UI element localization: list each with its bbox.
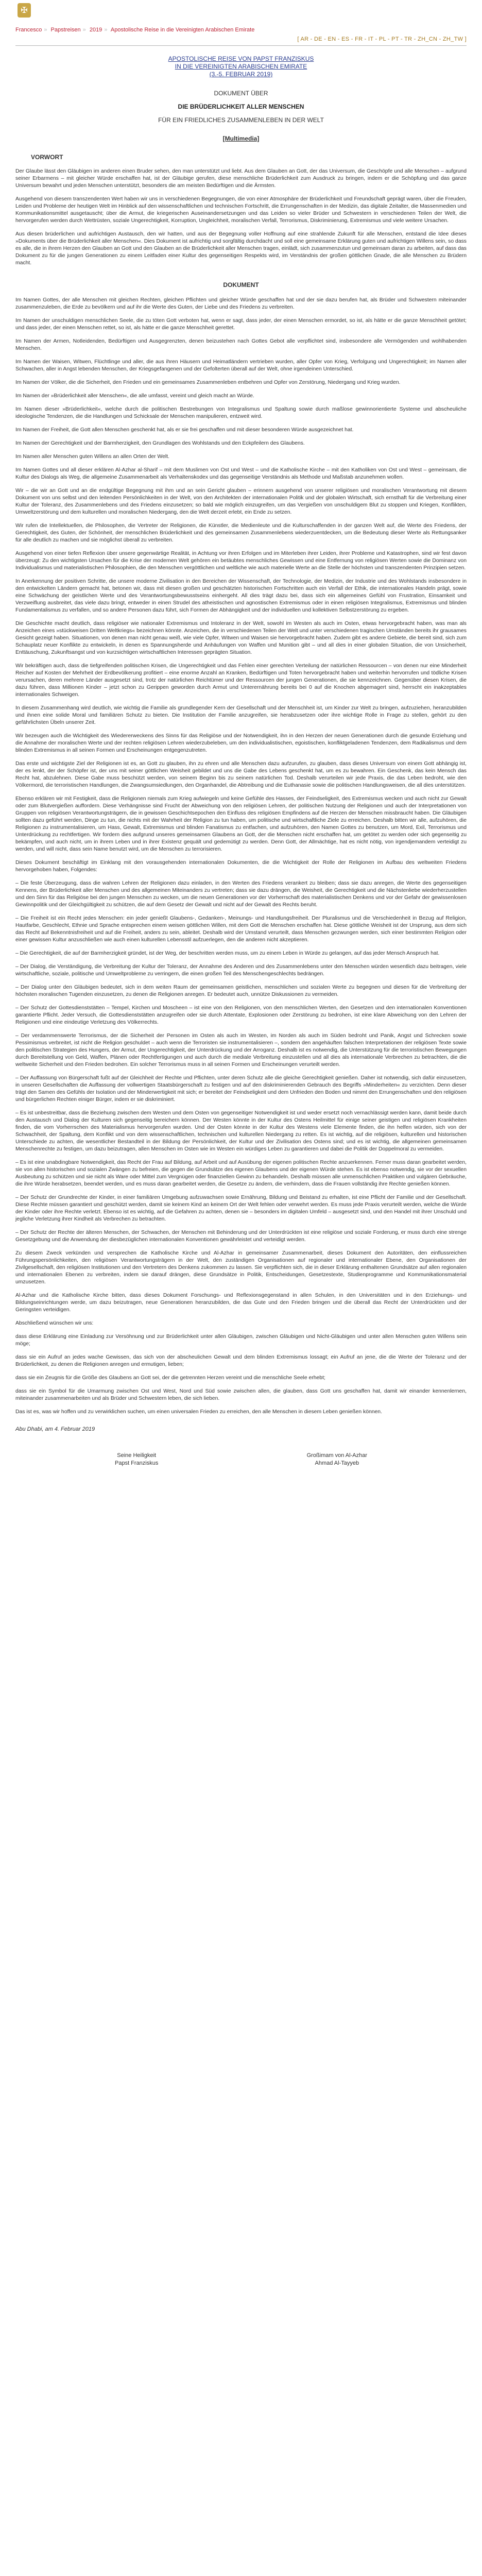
paragraph: Wir bekräftigen auch, dass die tiefgreifenden politischen Krisen, die Ungerechtigkeit und das Fehlen einer gerechten Verteilung der natürlichen Ressourcen – von denen nur eine Minderheit Reicher auf Kosten der Mehrheit der Erdbevölkerung profitiert – eine enorme Anzahl an Kranken, Bedürftigen und Toten hervorgebracht haben und weiterhin hervorrufen und tödliche Krisen verursachen, deren mehrere Länder ausgesetzt sind, trotz der natürlichen Reichtümer und der Ressourcen der jungen Generationen, die sie kennzeichnen. Gegenüber diesen Krisen, die dazu führen, dass Millionen Kinder – jetzt schon zu Gerippen geworden durch Armut und Unterernährung bereits bei 0 auf die Knochen abgemagert sind, herrscht ein inakzeptables internationales Schweigen. xyxy=(15,663,467,698)
document-title: DIE BRÜDERLICHKEIT ALLER MENSCHEN xyxy=(178,103,304,110)
breadcrumb-separator: » xyxy=(82,27,86,33)
paragraph: – Es ist unbestreitbar, dass die Beziehung zwischen dem Westen und dem Osten von gegenseitiger Notwendigkeit ist und weder ersetzt noch vernachlässigt werden kann, damit beide durch den Austausch und Dialog der Kulturen sich gegenseitig bereichern können. Der Westen könnte in der Kultur des Ostens Heilmittel für einige seiner geistigen und religiösen Krankheiten finden, die vom Vorherrschen des Materialismus hervorgerufen wurden. Und der Osten könnte in der Kultur des Westens viele Elemente finden, die ihn helfen würden, sich von der Schwachheit, der Spaltung, dem Konflikt und von dem wissenschaftlichen, technischen und kulturellen Niedergang zu retten. Es ist wichtig, auf die religiösen, kulturellen und historischen Unterschiede zu achten, die wesentlicher Bestandteil in der Bildung der Persönlichkeit, der Kultur und der Zivilisation des Ostens sind; und es ist wichtig, die allgemeinen gemeinsamen Menschenrechte zu festigen, um dazu beizutragen, allen Menschen im Osten wie im Westen ein würdiges Leben zu garantieren und dabei die Politik der Doppelmoral zu vermeiden. xyxy=(15,1110,467,1152)
breadcrumb xyxy=(15,27,467,33)
paragraph: – Der Schutz der Rechte der älteren Menschen, der Schwachen, der Menschen mit Behinderung und der Unterdrückten ist eine religiöse und soziale Forderung, er muss durch eine strenge Gesetzgebung und die Anwendung der diesbezüglichen internationalen Konventionen gewährleistet und verteidigt werden. xyxy=(15,1230,467,1243)
paragraph: – Der Auffassung von Bürgerschaft fußt auf der Gleichheit der Rechte und Pflichten, unter deren Schutz alle die gleiche Gerechtigkeit genießen. Daher ist notwendig, sich dafür einzusetzen, in unseren Gesellschaften die Auffassung der vollwertigen Staatsbürgerschaft zu festigen und auf den diskriminierenden Gebrauch des Begriffs »Minderheiten« zu verzichten. Denn dieser trägt den Samen des Gefühls der Isolation und der Minderwertigkeit mit sich; er bereitet der Feindseligkeit und dem Unfrieden den Boden und nimmt den Errungenschaften und den religiösen und bürgerlichen Rechten einiger Bürger, indem er sie diskriminiert. xyxy=(15,1075,467,1103)
paragraph: – Die Gerechtigkeit, die auf der Barmherzigkeit gründet, ist der Weg, der beschritten werden muss, um zu einem Leben in Würde zu gelangen, auf das jeder Mensch Anspruch hat. xyxy=(15,951,440,956)
section-heading-vorwort: VORWORT xyxy=(31,154,63,161)
section-heading-dokument: DOKUMENT xyxy=(223,281,259,289)
paragraph: Im Namen der Freiheit, die Gott allen Menschen geschenkt hat, als er sie frei geschaffen und mit dieser besonderen Würde ausgezeichnet hat. xyxy=(15,427,354,433)
paragraph: In Anerkennung der positiven Schritte, die unsere moderne Zivilisation in den Bereichen der Wissenschaft, der Technologie, der Medizin, der Industrie und des Wohlstands insbesondere in den entwickelten Ländern gemacht hat, betonen wir, dass mit diesen großen und geschätzten historischen Fortschritten auch ein Verfall der Ethik, die internationales Handeln prägt, sowie eine Schwächung der geistlichen Werte und des Verantwortungsbewusstseins einhergeht. All dies trägt dazu bei, dass sich ein allgemeines Gefühl von Frustration, Einsamkeit und Verzweiflung ausbreitet, das viele dazu bringt, entweder in einen Strudel des atheistischen und agnostischen Extremismus oder in einen religiösen Integralismus, Extremismus und blinden Fundamentalismus zu verfallen, und so andere Personen dazu führt, sich Formen der Abhängigkeit und der individuellen und kollektiven Selbstzerstörung zu ergeben. xyxy=(15,579,467,613)
paragraph: Ausgehend von diesem transzendenten Wert haben wir uns in verschiedenen Begegnungen, die von einer Atmosphäre der Brüderlichkeit und Freundschaft geprägt waren, über die Freuden, Leiden und Probleme der heutigen Welt im Hinblick auf den wissenschaftlichen und technischen Fortschritt, die Errungenschaften in der Medizin, das digitale Zeitalter, die Massenmedien und Kommunikationsmittel ausgetauscht; über die Armut, die kriegerischen Auseinandersetzungen und das Leiden so vieler Brüder und Schwestern in verschiedenen Teilen der Welt, die hervorgerufen werden durch Wettrüsten, soziale Ungerechtigkeit, Korruption, Ungleichheit, moralischen Verfall, Terrorismus, Diskriminierung, Extremismus und viele weitere Ursachen. xyxy=(15,196,467,224)
trip-title-line: IN DIE VEREINIGTEN ARABISCHEN EMIRATE xyxy=(175,63,307,70)
paragraph: Im Namen aller Menschen guten Willens an allen Orten der Welt. xyxy=(15,454,169,460)
top-bar xyxy=(15,0,467,21)
document-subtitle: FÜR EIN FRIEDLICHES ZUSAMMENLEBEN IN DER WELT xyxy=(158,116,324,124)
paragraph: Das ist es, was wir hoffen und zu verwirklichen suchen, um einen universalen Frieden zu erreichen, den alle Menschen in diesem Leben genießen können. xyxy=(15,1409,382,1415)
paragraph: dass sie ein Symbol für die Umarmung zwischen Ost und West, Nord und Süd sowie zwischen allen, die glauben, dass Gott uns geschaffen hat, damit wir einander kennenlernen, miteinander zusammenarbeiten und als Brüder und Schwestern leben, die sich lieben. xyxy=(15,1388,467,1401)
signatory-name: Seine Heiligkeit xyxy=(117,1452,157,1459)
paragraph: Wir rufen die Intellektuellen, die Philosophen, die Vertreter der Religionen, die Künstler, die Medienleute und die Kulturschaffenden in der ganzen Welt auf, die Werte des Friedens, der Gerechtigkeit, des Guten, der Schönheit, der menschlichen Brüderlichkeit und des gemeinsamen Zusammenlebens wiederzuentdecken, um die Bedeutung dieser Werte als Rettungsanker für alle deutlich zu machen und sie möglichst überall zu verbreiten. xyxy=(15,523,467,543)
dokument-section xyxy=(15,297,467,1416)
paragraph: – Der Schutz der Gottesdienststätten – Tempel, Kirchen und Moscheen – ist eine von den Religionen, von den menschlichen Werten, den Gesetzen und den internationalen Konventionen garantierte Pflicht. Jeder Versuch, die Gottesdienststätten anzugreifen oder sie durch Attentate, Explosionen oder Zerstörung zu bedrohen, ist eine klare Abweichung von den Lehren der Religionen und eine eindeutige Verletzung des Völkerrechts. xyxy=(15,1005,467,1025)
paragraph: – Der Schutz der Grundrechte der Kinder, in einer familiären Umgebung aufzuwachsen sowie Ernährung, Bildung und Beistand zu erhalten, ist eine Pflicht der Familie und der Gesellschaft. Diese Rechte müssen garantiert und geschützt werden, damit sie keinem Kind an keinem Ort der Welt fehlen oder verwehrt werden. Es muss jede Praxis verurteilt werden, welche die Würde der Kinder oder ihre Rechte verletzt. Ebenso ist es wichtig, auf die Gefahren zu achten, denen sie – besonders im digitalen Umfeld – ausgesetzt sind, und den Handel mit ihrer Unschuld und jegliche Verletzung ihrer Kindheit als Verbrechen zu betrachten. xyxy=(15,1195,467,1222)
paragraph: – Der verdammenswerte Terrorismus, der die Sicherheit der Personen im Osten als auch im Westen, im Norden als auch im Süden bedroht und Panik, Angst und Schrecken sowie Pessimismus verbreitet, ist nicht die Religion geschuldet – auch wenn die Terroristen sie instrumentalisieren –, sondern den angehäuften falschen Interpretationen der religiösen Texte sowie den politischen Strategien des Hungers, der Armut, der Ungerechtigkeit, der Unterdrückung und der Arroganz. Deshalb ist es notwendig, die Unterstützung für die terroristischen Bewegungen durch Bereitstellung von Geld, Waffen, Plänen oder Rechtfertigungen und auch durch die mediale Verbreitung einzustellen und all dies als internationale Verbrechen zu betrachten, die die weltweite Sicherheit und den Frieden bedrohen. Ein solcher Terrorismus muss in all seinen Formen und Erscheinungen verurteilt werden. xyxy=(15,1033,467,1067)
paragraph: Ebenso erklären wir mit Festigkeit, dass die Religionen niemals zum Krieg aufwiegeln und keine Gefühle des Hasses, der Feindseligkeit, des Extremismus wecken und auch nicht zur Gewalt oder zum Blutvergießen auffordern. Diese Verhängnisse sind Frucht der Abweichung von den religiösen Lehren, der politischen Nutzung der Religionen und auch der Interpretationen von Gruppen von religiösen Verantwortungsträgern, die in gewissen Geschichtsepochen den Einfluss des religiösen Empfindens auf die Herzen der Menschen missbraucht haben. Die Gläubigen sollten dazu geführt werden, Dinge zu tun, die nichts mit der Wahrheit der Religion zu tun haben, um politische und wirtschaftliche Ziele zu erreichen. Deshalb bitten wir alle, aufzuhören, die Religionen zu instrumentalisieren, um Hass, Gewalt, Extremismus und blinden Fanatismus zu entfachen, und aufzuhören, den Namen Gottes zu benutzen, um Mord, Exil, Terrorismus und Unterdrückung zu rechtfertigen. Wir fordern dies aufgrund unseres gemeinsamen Glaubens an Gott, der die Menschen nicht erschaffen hat, um getötet zu werden oder sich gegenseitig zu bekämpfen, und auch nicht, um in ihrem Leben und in ihrer Existenz gequält und gedemütigt zu werden. Denn Gott, der Allmächtige, hat es nicht nötig, von irgendjemandem verteidigt zu werden, und will nicht, dass sein Name benutzt wird, um die Menschen zu terrorisieren. xyxy=(15,796,467,852)
paragraph: Wir – die wir an Gott und an die endgültige Begegnung mit ihm und an sein Gericht glauben – erinnern ausgehend von unserer religiösen und moralischen Verantwortung mit diesem Dokument von uns selbst und den leitenden Persönlichkeiten in der Welt, von den Architekten der internationalen Politik und der globalen Wirtschaft, sich ernsthaft für die Verbreitung einer Kultur der Toleranz, des Zusammenlebens und des Friedens einzusetzen; so bald wie möglich einzugreifen, um das Vergießen von unschuldigem Blut zu stoppen und Kriegen, Konflikten, Umweltzerstörung und dem kulturellen und moralischen Niedergang, den die Welt derzeit erlebt, ein Ende zu setzen. xyxy=(15,488,467,515)
trip-title-line: APOSTOLISCHE REISE VON PAPST FRANZISKUS xyxy=(168,55,314,62)
trip-header xyxy=(15,55,467,78)
breadcrumb-separator: » xyxy=(44,27,47,33)
language-selector[interactable]: [ AR - DE - EN - ES - FR - IT - PL - PT - TR - ZH_CN - ZH_TW ] xyxy=(297,36,467,42)
paragraph: Das erste und wichtigste Ziel der Religionen ist es, an Gott zu glauben, ihn zu ehren und alle Menschen dazu aufzurufen, zu glauben, dass dieses Universum von einem Gott abhängig ist, der es lenkt, der der Schöpfer ist, der uns mit seiner göttlichen Weisheit gebildet und uns die Gabe des Lebens geschenkt hat, um es zu bewahren. Ein Geschenk, das kein Mensch das Recht hat, abzulehnen. Diese Gabe muss beschützt werden, von seinem Beginn bis zu seinem natürlichen Tod. Deshalb verurteilen wir jede Praxis, die das Leben bedroht, wie den Völkermord, die terroristischen Handlungen, die Zwangsumsiedlungen, den Organhandel, die Abtreibung und die Euthanasie sowie die politischen Handlungsweisen, die all dies unterstützen. xyxy=(15,761,467,788)
paragraph: Im Namen der Gerechtigkeit und der Barmherzigkeit, den Grundlagen des Wohlstands und den Eckpfeilern des Glaubens. xyxy=(15,440,305,446)
paragraph: – Die Freiheit ist ein Recht jedes Menschen: ein jeder genießt Glaubens-, Gedanken-, Meinungs- und Handlungsfreiheit. Der Pluralismus und die Verschiedenheit in Bezug auf Religion, Hautfarbe, Geschlecht, Ethnie und Sprache entsprechen einem weisen göttlichen Willen, mit dem Gott die Menschen erschaffen hat. Diese göttliche Weisheit ist der Ursprung, aus dem sich das Recht auf Bekenntnisfreiheit und auf die Freiheit, anders zu sein, ableitet. Deshalb wird der Umstand verurteilt, dass Menschen gezwungen werden, sich einer bestimmten Religion oder einer gewissen Kultur anzuschließen wie auch einen kulturellen Lebensstil aufzuerlegen, den die anderen nicht akzeptieren. xyxy=(15,916,467,943)
paragraph: Im Namen der unschuldigen menschlichen Seele, die zu töten Gott verboten hat, wenn er sagt, dass jeder, der einen Menschen ermordet, so ist, als hätte er die ganze Menschheit getötet; und dass jeder, der einen Menschen rettet, so ist, als hätte er die ganze Menschheit gerettet. xyxy=(15,318,467,331)
breadcrumb-item[interactable]: Papstreisen xyxy=(50,27,81,33)
paragraph: Dieses Dokument beschäftigt im Einklang mit den vorausgehenden internationalen Dokumenten, die die Wichtigkeit der Rolle der Religionen im Aufbau des weltweiten Friedens hervorgehoben haben, Folgendes: xyxy=(15,860,467,873)
breadcrumb-item[interactable]: Apostolische Reise in die Vereinigten Arabischen Emirate xyxy=(110,27,255,33)
paragraph: In diesem Zusammenhang wird deutlich, wie wichtig die Familie als grundlegender Kern der Gesellschaft und der Menschheit ist, um Kinder zur Welt zu bringen, aufzuziehen, heranzubilden und ihnen eine solide Moral und familiären Schutz zu bieten. Die Institution der Familie anzugreifen, sie herabzusetzen oder ihre wichtige Rolle in Frage zu stellen, gehört zu den gefährlichsten Übeln unserer Zeit. xyxy=(15,705,467,725)
signatures xyxy=(115,1452,367,1467)
paragraph: – Der Dialog unter den Gläubigen bedeutet, sich in dem weiten Raum der gemeinsamen geistlichen, menschlichen und sozialen Werte zu begegnen und diesen für die Verbreitung der höchsten moralischen Tugenden einzusetzen, zu denen die Religionen anregen. Er bedeutet auch, unnütze Diskussionen zu vermeiden. xyxy=(15,985,467,997)
divider xyxy=(15,45,467,46)
paragraph: Abschließend wünschen wir uns: xyxy=(15,1320,94,1326)
paragraph: Im Namen dieser »Brüderlichkeit«, welche durch die politischen Bestrebungen von Integralismus und Spaltung sowie durch maßlose gewinnorientierte Systeme und abscheuliche ideologische Tendenzen, die die Handlungen und Schicksale der Menschen manipulieren, entzweit wird. xyxy=(15,406,467,419)
paragraph: Al-Azhar und die Katholische Kirche bitten, dass dieses Dokument Forschungs- und Reflexionsgegenstand in allen Schulen, in den Universitäten und in den Erziehungs- und Bildungseinrichtungen werde, um dazu beizutragen, neue Generationen heranzubilden, die das Gute und den Frieden bringen und die überall das Recht der Unterdrückten und der Geringsten verteidigen. xyxy=(15,1293,467,1313)
paragraph: Im Namen Gottes und all dieser erklären Al-Azhar al-Sharif – mit dem Muslimen von Ost und West – und die Katholische Kirche – mit den Katholiken von Ost und West – gemeinsam, die Kultur des Dialogs als Weg, die allgemeine Zusammenarbeit als Verhaltenskodex und das gegenseitige Verständnis als Methode und Maßstab anzunehmen wollen. xyxy=(15,467,467,480)
paragraph: dass sie ein Zeugnis für die Größe des Glaubens an Gott sei, der die getrennten Herzen vereint und die menschliche Seele erhebt; xyxy=(15,1375,325,1381)
signature-left xyxy=(115,1452,158,1467)
multimedia-link[interactable]: [Multimedia] xyxy=(222,135,260,142)
paragraph: Im Namen der Völker, die die Sicherheit, den Frieden und ein gemeinsames Zusammenleben entbehren und Opfer von Zerstörung, Niedergang und Krieg wurden. xyxy=(15,380,401,385)
vorwort-section xyxy=(15,168,467,267)
paragraph: Der Glaube lässt den Gläubigen im anderen einen Bruder sehen, den man unterstützt und liebt. Aus dem Glauben an Gott, der das Universum, die Geschöpfe und alle Menschen – aufgrund seiner Erbarmens – mit gleicher Würde erschaffen hat, ist der Gläubige gerufen, diese menschliche Brüderlichkeit zum Ausdruck zu bringen, indem er die Schöpfung und das ganze Universum bewahrt und jeden Menschen unterstützt, besonders die am meisten Bedürftigen und die Ärmsten. xyxy=(15,168,467,189)
signatory-title: Ahmad Al-Tayyeb xyxy=(315,1460,359,1466)
paragraph: Ausgehend von einer tiefen Reflexion über unsere gegenwärtige Realität, in Achtung vor ihren Erfolgen und im Miterleben ihrer Leiden, ihrer Probleme und Katastrophen, sind wir fest davon überzeugt: Zu den wichtigsten Ursachen für die Krise der modernen Welt gehören ein betäubtes menschliches Gewissen und eine Entfernung von religiösen Werten sowie die Dominanz von Individualismus und materialistischen Philosophien, die den Menschen vergöttlichen und weltliche wie auch materielle Werte an die Stelle der höchsten und transzendenten Prinzipien setzen. xyxy=(15,551,467,571)
breadcrumb-item[interactable]: Francesco xyxy=(15,27,42,33)
paragraph: Die Geschichte macht deutlich, dass religiöser wie nationaler Extremismus und Intoleranz in der Welt, sowohl im Westen als auch im Osten, etwas hervorgebracht haben, was man als Anzeichen eines »stückweisen Dritten Weltkriegs« bezeichnen könnte. Anzeichen, die in verschiedenen Teilen der Welt und unter verschiedenen tragischen Umständen bereits ihr grausames Gesicht gezeigt haben. Situationen, von denen man nicht genau weiß, wie viele Opfer, Witwen und Waisen sie hervorgebracht haben. Zudem gibt es andere Gebiete, die bereit sind, sich zum Schauplatz neuer Konflikte zu entwickeln, in denen es Spannungsherde und Anhäufungen von Waffen und Munition gibt – und all dies in einer globalen Situation, die von Unsicherheit, Enttäuschung, Zukunftsangst und von kurzsichtigen wirtschaftlichen Interessen geprägten Situation. xyxy=(15,621,467,655)
paragraph: Im Namen der Waisen, Witwen, Flüchtlinge und aller, die aus ihren Häusern und Heimatländern vertrieben wurden, aller Opfer von Krieg, Verfolgung und Ungerechtigkeit; im Namen aller Schwachen, aller in Angst lebenden Menschen, der Kriegsgefangenen und der Gefolterten überall auf der Welt, ohne irgendeinen Unterschied. xyxy=(15,359,467,372)
signatory-title: Papst Franziskus xyxy=(115,1460,159,1466)
place-date: Abu Dhabi, am 4. Februar 2019 xyxy=(15,1426,95,1432)
paragraph: – Die feste Überzeugung, dass die wahren Lehren der Religionen dazu einladen, in den Werten des Friedens verankert zu bleiben; dass sie dazu anregen, die Werte des gegenseitigen Kennens, der Brüderlichkeit aller Menschen und des allgemeinen Miteinanders zu vertreten; dass sie dazu drängen, die Weisheit, die Gerechtigkeit und die Nächstenliebe wiederherzustellen und den Sinn für das Religiöse bei den jungen Menschen zu wecken, um die neuen Generationen vor der Vorherrschaft des materialistischen Denkens und vor der Gefahr der gewissenlosen Gewinnpolitik und der Gleichgültigkeit zu schützen, die auf dem Gesetz der Gewalt und nicht auf der Gewalt des Rechts beruht. xyxy=(15,880,467,908)
breadcrumb-item[interactable]: 2019 xyxy=(89,27,102,33)
paragraph: dass diese Erklärung eine Einladung zur Versöhnung und zur Brüderlichkeit unter allen Gläubigen, zwischen Gläubigen und Nicht-Gläubigen und unter allen Menschen guten Willens sein möge; xyxy=(15,1334,467,1347)
paragraph: Wir bezeugen auch die Wichtigkeit des Wiedererweckens des Sinns für das Religiöse und der Notwendigkeit, ihn in den Herzen der neuen Generationen durch die gesunde Erziehung und die Annahme der moralischen Werte und der rechten religiösen Lehren wiederzubeleben, um den individualistischen, egoistischen, konfliktgeladenen Tendenzen, dem Radikalismus und dem blinden Extremismus in all seinen Formen und Erscheinungen entgegenzutreten. xyxy=(15,733,467,753)
paragraph: Im Namen der »Brüderlichkeit aller Menschen«, die alle umfasst, vereint und gleich macht an Würde. xyxy=(15,393,254,399)
trip-dates: (3.-5. FEBRUAR 2019) xyxy=(209,71,273,78)
multimedia-link-wrap xyxy=(15,135,467,142)
paragraph: Aus diesen brüderlichen und aufrichtigen Austausch, den wir hatten, und aus der Begegnung voller Hoffnung auf eine strahlende Zukunft für alle Menschen, entstand die Idee dieses »Dokuments über die Brüderlichkeit aller Menschen«. Dies Dokument ist aufrichtig und sorgfältig durchdacht und soll eine gemeinsame Erklärung guten und aufrichtigen Willens sein, so dass es alle, die in ihrem Herzen den Glauben an Gott und den Glauben an die Brüderlichkeit aller Menschen tragen, einlädt, sich zusammenzutun und gemeinsam daran zu arbeiten, auf dass das Dokument zu für die jungen Generationen zu einem Leitfaden einer Kultur des gegenseitigen Respekts wird, im Verständnis der großen göttlichen Gnade, die alle Menschen zu Brüdern macht. xyxy=(15,231,467,266)
paragraph: – Es ist eine unabdingbare Notwendigkeit, das Recht der Frau auf Bildung, auf Arbeit und auf Ausübung der eigenen politischen Rechte anzuerkennen. Ferner muss daran gearbeitet werden, sie von allen historischen und sozialen Zwängen zu befreien, die gegen die Grundsätze des eigenen Glaubens und der eigenen Würde stehen. Es ist ebenso notwendig, sie vor der sexuellen Ausbeutung zu schützen und sie nicht als Ware oder Mittel zum Vergnügen oder finanziellen Gewinn zu behandeln. Deshalb müssen alle unmenschlichen Praktiken und vulgären Gebräuche, die ihre Würde herabsetzen, beendet werden, und es muss daran gearbeitet werden, die Gesetze zu ändern, die verhindern, dass die Frauen vollständig ihre Rechte genießen können. xyxy=(15,1160,467,1187)
paragraph: dass sie ein Aufruf an jedes wache Gewissen, das sich von der abscheulichen Gewalt und dem blinden Extremismus lossagt; ein Aufruf an jene, die die Werte der Toleranz und der Brüderlichkeit, zu denen die Religionen anregen und ermutigen, lieben; xyxy=(15,1354,467,1367)
paragraph: Im Namen Gottes, der alle Menschen mit gleichen Rechten, gleichen Pflichten und gleicher Würde geschaffen hat und der sie dazu berufen hat, als Brüder und Schwestern miteinander zusammenzuleben, die Erde zu bevölkern und auf ihr die Werte des Guten, der Liebe und des Friedens zu verbreiten. xyxy=(15,297,467,310)
signature-right xyxy=(307,1452,367,1467)
paragraph: – Der Dialog, die Verständigung, die Verbreitung der Kultur der Toleranz, der Annahme des Anderen und des Zusammenlebens unter den Menschen würden wesentlich dazu beitragen, viele wirtschaftliche, soziale, politische und Umweltprobleme zu verringern, die einen großen Teil des Menschengeschlechts bedrängen. xyxy=(15,964,467,977)
signatory-name: Großimam von Al-Azhar xyxy=(306,1452,367,1459)
paragraph: Zu diesem Zweck verkünden und versprechen die Katholische Kirche und Al-Azhar in gemeinsamer Zusammenarbeit, dieses Dokument den Autoritäten, den einflussreichen Führungspersönlichkeiten, den religiösen Verantwortungsträgern in der Welt, den zuständigen Organisationen auf regionaler und internationaler Ebene, den Organisationen der Zivilgesellschaft, den religiösen Institutionen und den Vertretern des Denkens zukommen zu lassen. Sie verpflichten sich, die in dieser Erklärung enthaltenen Grundsätze auf allen regionalen und internationalen Ebenen zu verbreiten, indem sie darauf drängen, diese Grundsätze in Politik, Entscheidungen, Gesetzestexte, Studienprogramme und Kommunikationsmaterial umzusetzen. xyxy=(15,1250,467,1285)
document-label: DOKUMENT ÜBER xyxy=(214,90,268,97)
paragraph: Im Namen der Armen, Notleidenden, Bedürftigen und Ausgegrenzten, denen beizustehen nach Gottes Gebot alle verpflichtet sind, insbesondere alle Vermögenden und wohlhabenden Menschen. xyxy=(15,338,467,351)
vatican-logo-icon[interactable]: ✠ xyxy=(18,3,31,18)
breadcrumb-separator: » xyxy=(104,27,108,33)
